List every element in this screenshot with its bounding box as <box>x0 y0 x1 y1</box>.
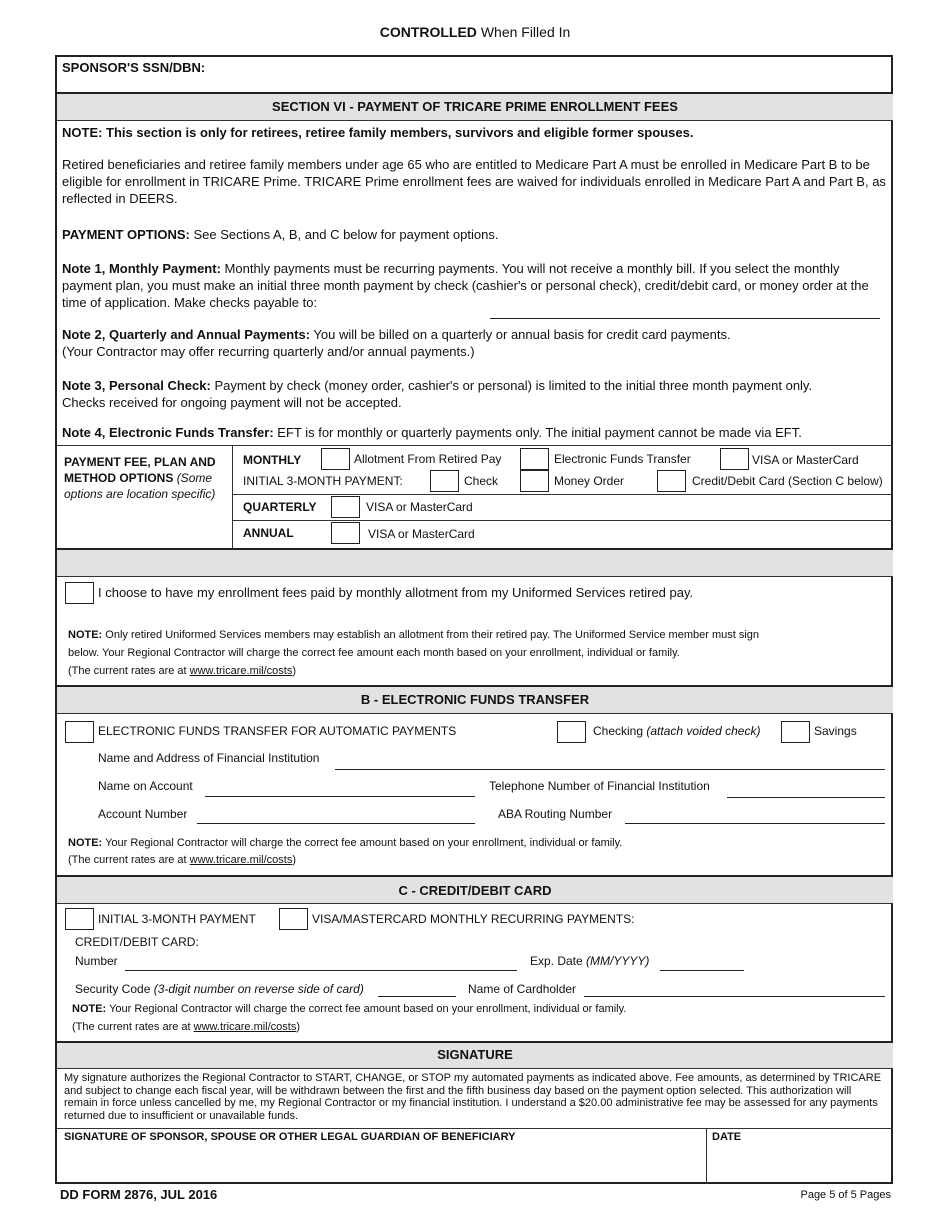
section-b-note <box>68 835 883 869</box>
section-c-note-text: Your Regional Contractor will charge the correct fee amount based on your enrollment, individual or family. <box>109 1003 627 1015</box>
section-a-note-text: Only retired Uniformed Services members may establish an allotment from their retired pay. The Uniformed Service member must sign <box>105 629 760 641</box>
cardholder-field[interactable] <box>584 996 885 997</box>
exp-format: (MM/YYYY) <box>586 954 650 968</box>
payable-to-field[interactable] <box>490 318 880 319</box>
savings-label: Savings <box>814 724 857 738</box>
security-note: (3-digit number on reverse side of card) <box>153 982 364 996</box>
payment-options-label: PAYMENT OPTIONS: <box>62 227 190 242</box>
exp-date-field[interactable] <box>660 970 744 971</box>
annual-visa-checkbox[interactable] <box>331 522 360 544</box>
annual-label: ANNUAL <box>243 526 294 540</box>
note3-text: Payment by check (money order, cashier's or personal) is limited to the initial three month payment only. <box>214 378 813 393</box>
section-b-note-text: Your Regional Contractor will charge the correct fee amount based on your enrollment, individual or family. <box>105 837 623 849</box>
quarterly-label: QUARTERLY <box>243 500 317 514</box>
eft-auto-label: ELECTRONIC FUNDS TRANSFER FOR AUTOMATIC PAYMENTS <box>98 724 457 738</box>
telephone-field[interactable] <box>727 797 885 798</box>
account-number-field[interactable] <box>197 823 475 824</box>
section-a-note <box>68 626 883 680</box>
section6-title: SECTION VI - PAYMENT OF TRICARE PRIME ENROLLMENT FEES <box>272 99 678 114</box>
money-order-label: Money Order <box>554 474 625 488</box>
fee-plan-label-bold: PAYMENT FEE, PLAN AND METHOD OPTIONS <box>64 455 216 485</box>
note1-text: Monthly payments must be recurring payments. You will not receive a monthly bill. If you select the monthly payment plan, you must make an initial three month payment by check (cashier's or personal check), credit/debit card, or money order at the time of application. Make checks payable to: <box>62 261 869 310</box>
note4 <box>62 424 887 441</box>
section-a-note-text2: below. Your Regional Contractor will charge the correct fee amount each month based on your enrollment, individual or family. <box>68 647 680 659</box>
checking-checkbox[interactable] <box>557 721 586 743</box>
note2-text: You will be billed on a quarterly or annual basis for credit card payments. <box>313 327 731 342</box>
fin-inst-field[interactable] <box>335 769 885 770</box>
date-label: DATE <box>712 1131 742 1143</box>
card-label: CREDIT/DEBIT CARD: <box>75 935 199 949</box>
section-b-rates-pre: (The current rates are at <box>68 854 190 866</box>
note2-label: Note 2, Quarterly and Annual Payments: <box>62 327 311 342</box>
account-number-label: Account Number <box>98 807 188 821</box>
eft-auto-checkbox[interactable] <box>65 721 94 743</box>
name-on-account-label: Name on Account <box>98 779 193 793</box>
section6-para1: Retired beneficiaries and retiree family members under age 65 who are entitled to Medicare Part A must be enrolled in Medicare Part B to be eligible for enrollment in TRICARE Prime. TRICARE Prime enrollment fees are waived for individuals enrolled in Medicare Part A and Part B, as reflected in DEERS. <box>62 157 886 206</box>
monthly-visa-label: VISA or MasterCard <box>752 453 859 467</box>
note3-text2: Checks received for ongoing payment will not be accepted. <box>62 395 402 410</box>
section-a-header <box>57 550 893 576</box>
note1-label: Note 1, Monthly Payment: <box>62 261 221 276</box>
controlled-header <box>0 24 950 40</box>
credit-debit-label: Credit/Debit Card (Section C below) <box>692 474 883 488</box>
aba-label: ABA Routing Number <box>498 807 613 821</box>
check-label: Check <box>464 474 499 488</box>
checking-label: Checking <box>593 724 644 738</box>
section-a-rates-post: ) <box>292 665 297 677</box>
allotment-label: Allotment From Retired Pay <box>354 452 502 466</box>
exp-date-group <box>530 953 649 969</box>
sponsor-ssn-label: SPONSOR'S SSN/DBN: <box>62 60 206 75</box>
form-number: DD FORM 2876, JUL 2016 <box>60 1187 218 1202</box>
quarterly-visa-checkbox[interactable] <box>331 496 360 518</box>
checking-label-group <box>593 723 760 739</box>
checking-note: (attach voided check) <box>646 724 761 738</box>
initial-payment-checkbox[interactable] <box>65 908 94 930</box>
signature-field[interactable] <box>60 1146 702 1182</box>
payment-options-text: See Sections A, B, and C below for payment options. <box>193 227 499 242</box>
section-c-rates-pre: (The current rates are at <box>72 1021 194 1033</box>
card-number-label: Number <box>75 954 118 968</box>
section-a-rates-pre: (The current rates are at <box>68 665 190 677</box>
signature-text: My signature authorizes the Regional Contractor to START, CHANGE, or STOP my automated payments as indicated above. Fee amounts, as determined by TRICARE and subject to change each fiscal year, will be withdrawn between the first and the fifth business day based on the payment option selected. This authorization will remain in force unless cancelled by me, my Regional Contractor or my financial institution. I understand a $20.00 administrative fee may be assessed for any payments returned due to insufficient or unavailable funds. <box>64 1072 882 1122</box>
section-c-rates-post: ) <box>296 1021 301 1033</box>
when-filled-label: When Filled In <box>480 24 571 40</box>
recurring-label: VISA/MASTERCARD MONTHLY RECURRING PAYMENTS: <box>312 912 635 926</box>
money-order-checkbox[interactable] <box>520 470 549 492</box>
aba-field[interactable] <box>625 823 885 824</box>
fee-plan-label-ital: (Some options are location specific) <box>64 471 216 501</box>
monthly-visa-checkbox[interactable] <box>720 448 749 470</box>
cardholder-label: Name of Cardholder <box>468 982 577 996</box>
section-b-title: B - ELECTRONIC FUNDS TRANSFER <box>360 692 590 707</box>
section-c-note-label: NOTE: <box>72 1003 107 1015</box>
savings-checkbox[interactable] <box>781 721 810 743</box>
annual-visa-label: VISA or MasterCard <box>368 527 475 541</box>
eft-label: Electronic Funds Transfer <box>554 452 691 466</box>
allotment-choice-checkbox[interactable] <box>65 582 94 604</box>
note3-label: Note 3, Personal Check: <box>62 378 211 393</box>
name-on-account-field[interactable] <box>205 796 475 797</box>
controlled-label: CONTROLLED <box>379 24 477 40</box>
section-a-note-label: NOTE: <box>68 629 103 641</box>
fin-inst-label: Name and Address of Financial Institution <box>98 751 320 765</box>
note4-label: Note 4, Electronic Funds Transfer: <box>62 425 274 440</box>
allotment-choice-text: I choose to have my enrollment fees paid by monthly allotment from my Uniformed Services retired pay. <box>98 585 694 600</box>
section-c-rates-link[interactable]: www.tricare.mil/costs <box>193 1021 297 1033</box>
note2 <box>62 326 887 360</box>
section-b-rates-link[interactable]: www.tricare.mil/costs <box>189 854 293 866</box>
allotment-checkbox[interactable] <box>321 448 350 470</box>
initial-label: INITIAL 3-MONTH PAYMENT: <box>243 474 403 488</box>
section-c-note <box>72 1000 887 1036</box>
note1 <box>62 260 887 311</box>
initial-payment-label: INITIAL 3-MONTH PAYMENT <box>98 912 256 926</box>
section-b-note-label: NOTE: <box>68 837 103 849</box>
payment-options <box>62 226 887 243</box>
section6-note: NOTE: This section is only for retirees, retiree family members, survivors and eligible former spouses. <box>62 125 694 140</box>
eft-checkbox[interactable] <box>520 448 549 470</box>
page-number: Page 5 of 5 Pages <box>800 1189 891 1201</box>
section-c-title: C - CREDIT/DEBIT CARD <box>398 883 552 898</box>
section-b-rates-post: ) <box>292 854 297 866</box>
fee-plan-label <box>64 454 229 502</box>
signature-label: SIGNATURE OF SPONSOR, SPOUSE OR OTHER LEGAL GUARDIAN OF BENEFICIARY <box>64 1131 516 1143</box>
note2-text2: (Your Contractor may offer recurring quarterly and/or annual payments.) <box>62 344 475 359</box>
card-number-field[interactable] <box>125 970 517 971</box>
note3 <box>62 377 887 411</box>
sponsor-ssn-field[interactable] <box>230 58 880 88</box>
check-checkbox[interactable] <box>430 470 459 492</box>
recurring-checkbox[interactable] <box>279 908 308 930</box>
exp-label: Exp. Date <box>530 954 583 968</box>
monthly-label: MONTHLY <box>243 453 302 467</box>
security-field[interactable] <box>378 996 456 997</box>
telephone-label: Telephone Number of Financial Institution <box>489 779 710 793</box>
quarterly-visa-label: VISA or MasterCard <box>366 500 473 514</box>
signature-title: SIGNATURE <box>437 1047 513 1062</box>
note4-text: EFT is for monthly or quarterly payments only. The initial payment cannot be made via EFT. <box>277 425 802 440</box>
security-label: Security Code <box>75 982 151 996</box>
security-group <box>75 981 364 997</box>
credit-debit-checkbox[interactable] <box>657 470 686 492</box>
section-a-rates-link[interactable]: www.tricare.mil/costs <box>189 665 293 677</box>
date-field[interactable] <box>710 1146 890 1182</box>
